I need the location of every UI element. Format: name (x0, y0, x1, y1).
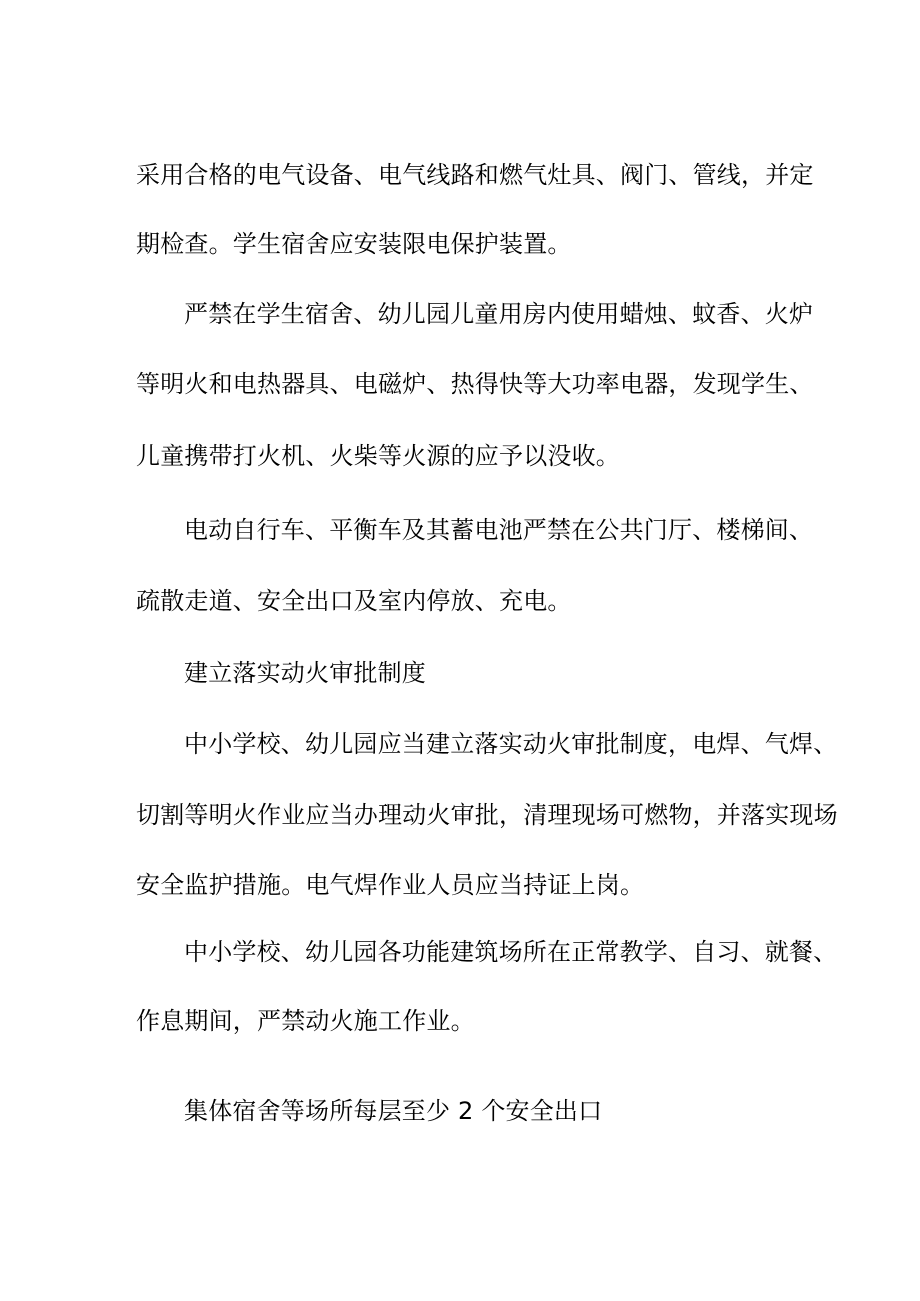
paragraph-1-line-1: 采用合格的电气设备、电气线路和燃气灶具、阀门、管线，并定 (136, 161, 814, 189)
paragraph-4-line-1: 中小学校、幼儿园应当建立落实动火审批制度，电焊、气焊、 (184, 730, 838, 758)
paragraph-3-line-1: 电动自行车、平衡车及其蓄电池严禁在公共门厅、楼梯间、 (184, 516, 814, 544)
paragraph-3-line-2: 疏散走道、安全出口及室内停放、充电。 (136, 587, 572, 615)
section-heading-exits: 集体宿舍等场所每层至少 2 个安全出口 (184, 1097, 603, 1125)
paragraph-5-line-2: 作息期间，严禁动火施工作业。 (136, 1007, 475, 1035)
paragraph-2-line-1: 严禁在学生宿舍、幼儿园儿童用房内使用蜡烛、蚊香、火炉 (184, 300, 814, 328)
paragraph-5-line-1: 中小学校、幼儿园各功能建筑场所在正常教学、自习、就餐、 (184, 938, 838, 966)
section-heading-hot-work: 建立落实动火审批制度 (184, 659, 426, 687)
paragraph-2-line-3: 儿童携带打火机、火柴等火源的应予以没收。 (136, 442, 620, 470)
paragraph-1-line-2: 期检查。学生宿舍应安装限电保护装置。 (136, 230, 572, 258)
paragraph-2-line-2: 等明火和电热器具、电磁炉、热得快等大功率电器，发现学生、 (136, 370, 814, 398)
paragraph-4-line-3: 安全监护措施。电气焊作业人员应当持证上岗。 (136, 871, 645, 899)
paragraph-4-line-2: 切割等明火作业应当办理动火审批，清理现场可燃物，并落实现场 (136, 801, 838, 829)
